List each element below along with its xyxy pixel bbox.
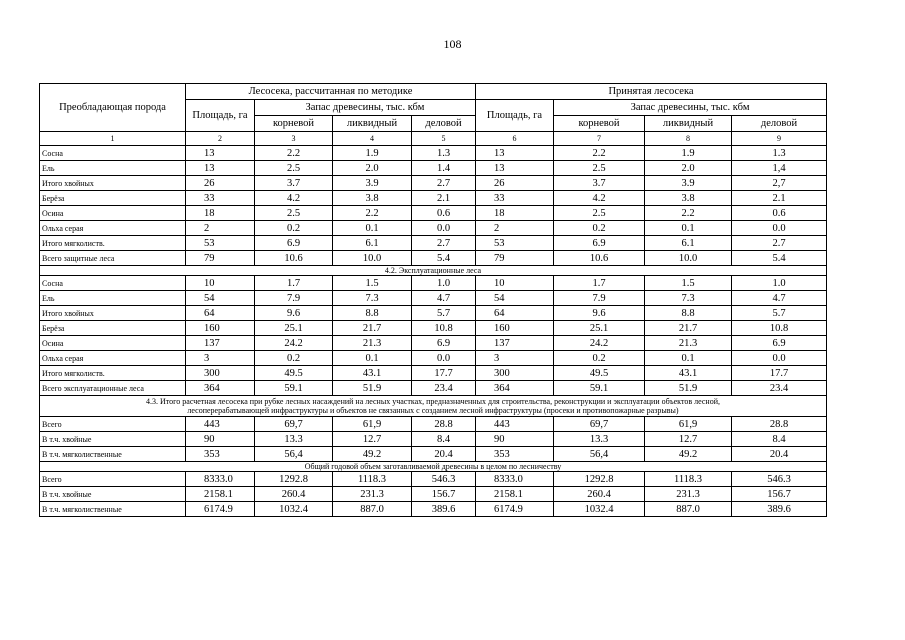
table-cell: 25.1 <box>554 321 645 336</box>
section-header-row <box>40 462 827 472</box>
table-row <box>40 336 827 351</box>
table-cell: 56,4 <box>255 447 333 462</box>
table-row <box>40 176 827 191</box>
row-label: Сосна <box>40 276 186 291</box>
table-cell: 1.5 <box>333 276 412 291</box>
table-cell: 69,7 <box>255 417 333 432</box>
table-cell: 137 <box>476 336 554 351</box>
table-cell: 1292.8 <box>554 472 645 487</box>
section-title <box>40 396 827 417</box>
table-cell: 13 <box>476 146 554 161</box>
table-cell: 260.4 <box>255 487 333 502</box>
row-label: Осина <box>40 206 186 221</box>
table-cell: 2,7 <box>732 176 827 191</box>
table-cell: 9.6 <box>554 306 645 321</box>
table-cell: 49.5 <box>554 366 645 381</box>
table-cell: 6.9 <box>255 236 333 251</box>
table-cell: 4.2 <box>255 191 333 206</box>
table-row <box>40 161 827 176</box>
table-cell: 20.4 <box>412 447 476 462</box>
table-cell: 0.2 <box>255 221 333 236</box>
table-cell: 1032.4 <box>255 502 333 517</box>
table-cell: 0.2 <box>554 351 645 366</box>
root-header: корневой <box>554 116 645 132</box>
table-row <box>40 206 827 221</box>
row-label: Ольха серая <box>40 351 186 366</box>
table-cell: 8333.0 <box>186 472 255 487</box>
table-cell: 2.7 <box>412 236 476 251</box>
table-cell: 1118.3 <box>645 472 732 487</box>
table-cell: 1.7 <box>255 276 333 291</box>
section-header-row <box>40 396 827 417</box>
table-cell: 887.0 <box>333 502 412 517</box>
table-cell: 4.7 <box>412 291 476 306</box>
table-cell: 353 <box>186 447 255 462</box>
table-cell: 887.0 <box>645 502 732 517</box>
table-cell: 3.7 <box>255 176 333 191</box>
table-cell: 6174.9 <box>186 502 255 517</box>
table-cell: 61,9 <box>333 417 412 432</box>
table-cell: 6.9 <box>412 336 476 351</box>
table-cell: 10.0 <box>333 251 412 266</box>
table-cell: 7.3 <box>333 291 412 306</box>
table-cell: 5.7 <box>732 306 827 321</box>
table-cell: 59.1 <box>255 381 333 396</box>
table-cell: 546.3 <box>412 472 476 487</box>
table-row <box>40 447 827 462</box>
table-cell: 231.3 <box>645 487 732 502</box>
table-cell: 1292.8 <box>255 472 333 487</box>
table-cell: 2.5 <box>554 161 645 176</box>
table-row <box>40 321 827 336</box>
commercial-header: деловой <box>732 116 827 132</box>
table-cell: 69,7 <box>554 417 645 432</box>
table-row <box>40 146 827 161</box>
table-cell: 59.1 <box>554 381 645 396</box>
table-row <box>40 432 827 447</box>
table-cell: 18 <box>476 206 554 221</box>
table-cell: 160 <box>186 321 255 336</box>
table-cell: 0.1 <box>645 221 732 236</box>
row-label: Всего <box>40 472 186 487</box>
table-cell: 49.5 <box>255 366 333 381</box>
row-label: Сосна <box>40 146 186 161</box>
column-number: 1 <box>40 132 186 146</box>
header-row-1 <box>40 84 827 100</box>
table-cell: 53 <box>476 236 554 251</box>
root-header: корневой <box>255 116 333 132</box>
table-cell: 26 <box>186 176 255 191</box>
page-number: 108 <box>443 37 462 51</box>
row-label: В т.ч. мягколиственные <box>40 502 186 517</box>
table-cell: 12.7 <box>333 432 412 447</box>
table-cell: 5.7 <box>412 306 476 321</box>
table-cell: 546.3 <box>732 472 827 487</box>
table-row <box>40 236 827 251</box>
table-cell: 3.9 <box>333 176 412 191</box>
row-label: В т.ч. хвойные <box>40 487 186 502</box>
table-row <box>40 251 827 266</box>
table-cell: 13 <box>186 161 255 176</box>
table-row <box>40 366 827 381</box>
table-cell: 7.3 <box>645 291 732 306</box>
table-cell: 9.6 <box>255 306 333 321</box>
table-cell: 0.0 <box>412 351 476 366</box>
table-cell: 2.2 <box>645 206 732 221</box>
column-number: 5 <box>412 132 476 146</box>
table-cell: 18 <box>186 206 255 221</box>
table-cell: 1.3 <box>412 146 476 161</box>
harvest-table <box>39 83 827 517</box>
commercial-header: деловой <box>412 116 476 132</box>
table-cell: 8.8 <box>333 306 412 321</box>
table-cell: 13 <box>476 161 554 176</box>
table-cell: 20.4 <box>732 447 827 462</box>
table-cell: 156.7 <box>412 487 476 502</box>
table-cell: 61,9 <box>645 417 732 432</box>
table-cell: 1.9 <box>333 146 412 161</box>
table-cell: 2.1 <box>732 191 827 206</box>
table-cell: 5.4 <box>412 251 476 266</box>
table-cell: 1.0 <box>732 276 827 291</box>
table-cell: 2.0 <box>333 161 412 176</box>
table-row <box>40 472 827 487</box>
table-cell: 2.5 <box>255 161 333 176</box>
table-cell: 3.7 <box>554 176 645 191</box>
section-header-row <box>40 266 827 276</box>
table-cell: 2.1 <box>412 191 476 206</box>
table-cell: 3.8 <box>333 191 412 206</box>
table-cell: 3 <box>186 351 255 366</box>
table-cell: 10 <box>476 276 554 291</box>
table-row <box>40 291 827 306</box>
table-cell: 2158.1 <box>476 487 554 502</box>
table-cell: 23.4 <box>412 381 476 396</box>
table-cell: 28.8 <box>732 417 827 432</box>
table-cell: 2.2 <box>333 206 412 221</box>
row-label: Осина <box>40 336 186 351</box>
table-cell: 51.9 <box>333 381 412 396</box>
table-cell: 2.5 <box>554 206 645 221</box>
table-cell: 0.2 <box>255 351 333 366</box>
row-label: В т.ч. мягколиственные <box>40 447 186 462</box>
table-cell: 1.9 <box>645 146 732 161</box>
row-label: Итого мягколиств. <box>40 366 186 381</box>
table-cell: 2 <box>186 221 255 236</box>
row-label: Берёза <box>40 191 186 206</box>
table-cell: 7.9 <box>255 291 333 306</box>
table-cell: 6.1 <box>645 236 732 251</box>
section-title-line: 4.3. Итого расчетная лесосека при рубке лесных насаждений на лесных участках, предназначенных для строительства, реконструкции и эксплуатации объектов лесной, <box>146 397 720 406</box>
table-cell: 51.9 <box>645 381 732 396</box>
row-label: Ольха серая <box>40 221 186 236</box>
table-cell: 6.9 <box>554 236 645 251</box>
table-cell: 10.6 <box>554 251 645 266</box>
table-cell: 160 <box>476 321 554 336</box>
table-cell: 13.3 <box>554 432 645 447</box>
table-cell: 17.7 <box>412 366 476 381</box>
table-cell: 353 <box>476 447 554 462</box>
row-label: В т.ч. хвойные <box>40 432 186 447</box>
table-row <box>40 306 827 321</box>
table-cell: 43.1 <box>645 366 732 381</box>
table-cell: 56,4 <box>554 447 645 462</box>
table-cell: 4.2 <box>554 191 645 206</box>
table-row <box>40 381 827 396</box>
table-cell: 300 <box>186 366 255 381</box>
row-label: Итого хвойных <box>40 306 186 321</box>
table-cell: 43.1 <box>333 366 412 381</box>
table-cell: 33 <box>186 191 255 206</box>
table-cell: 389.6 <box>412 502 476 517</box>
table-cell: 1.7 <box>554 276 645 291</box>
table-cell: 3.9 <box>645 176 732 191</box>
table-row <box>40 417 827 432</box>
table-cell: 1.0 <box>412 276 476 291</box>
table-cell: 6.1 <box>333 236 412 251</box>
table-cell: 443 <box>476 417 554 432</box>
table-cell: 0.1 <box>645 351 732 366</box>
table-cell: 21.7 <box>645 321 732 336</box>
table-cell: 6.9 <box>732 336 827 351</box>
row-label: Всего эксплуатационные леса <box>40 381 186 396</box>
table-cell: 79 <box>186 251 255 266</box>
section-title-line: лесоперерабатывающей инфраструктуры и объектов не связанных с созданием лесной инфраструктуры (просеки и противопожарные разрывы) <box>187 406 679 415</box>
section-title: 4.2. Эксплуатационные леса <box>40 266 827 276</box>
breed-header: Преобладающая порода <box>40 84 186 132</box>
row-label: Итого мягколиств. <box>40 236 186 251</box>
table-cell: 49.2 <box>333 447 412 462</box>
column-number: 3 <box>255 132 333 146</box>
table-cell: 0.1 <box>333 221 412 236</box>
table-cell: 2.7 <box>412 176 476 191</box>
table-cell: 389.6 <box>732 502 827 517</box>
table-cell: 1.4 <box>412 161 476 176</box>
table-cell: 12.7 <box>645 432 732 447</box>
table-row <box>40 351 827 366</box>
table-row <box>40 487 827 502</box>
area-header: Площадь, га <box>476 100 554 132</box>
table-cell: 90 <box>186 432 255 447</box>
row-label: Итого хвойных <box>40 176 186 191</box>
table-cell: 17.7 <box>732 366 827 381</box>
table-cell: 443 <box>186 417 255 432</box>
table-cell: 5.4 <box>732 251 827 266</box>
table-cell: 64 <box>476 306 554 321</box>
table-cell: 25.1 <box>255 321 333 336</box>
table-cell: 2.5 <box>255 206 333 221</box>
table-cell: 10.8 <box>732 321 827 336</box>
table-cell: 2.2 <box>255 146 333 161</box>
table-cell: 0.6 <box>732 206 827 221</box>
table-cell: 2.0 <box>645 161 732 176</box>
table-cell: 13.3 <box>255 432 333 447</box>
table-cell: 10 <box>186 276 255 291</box>
table-cell: 1032.4 <box>554 502 645 517</box>
liquid-header: ликвидный <box>333 116 412 132</box>
table-cell: 8.4 <box>732 432 827 447</box>
table-cell: 2 <box>476 221 554 236</box>
table-cell: 24.2 <box>554 336 645 351</box>
table-cell: 54 <box>476 291 554 306</box>
table-row <box>40 191 827 206</box>
table-cell: 0.0 <box>412 221 476 236</box>
table-cell: 1118.3 <box>333 472 412 487</box>
table-cell: 0.0 <box>732 351 827 366</box>
table-cell: 0.0 <box>732 221 827 236</box>
stock-header: Запас древесины, тыс. кбм <box>255 100 476 116</box>
liquid-header: ликвидный <box>645 116 732 132</box>
table-cell: 1.3 <box>732 146 827 161</box>
table-cell: 1,4 <box>732 161 827 176</box>
method-group-header: Лесосека, рассчитанная по методике <box>186 84 476 100</box>
table-cell: 21.7 <box>333 321 412 336</box>
table-cell: 2.7 <box>732 236 827 251</box>
accepted-group-header: Принятая лесосека <box>476 84 827 100</box>
table-cell: 54 <box>186 291 255 306</box>
column-number: 8 <box>645 132 732 146</box>
row-label: Ель <box>40 161 186 176</box>
table-cell: 300 <box>476 366 554 381</box>
table-row <box>40 221 827 236</box>
table-cell: 3.8 <box>645 191 732 206</box>
table-cell: 231.3 <box>333 487 412 502</box>
table-cell: 79 <box>476 251 554 266</box>
table-cell: 0.6 <box>412 206 476 221</box>
table-cell: 3 <box>476 351 554 366</box>
table-cell: 33 <box>476 191 554 206</box>
table-cell: 10.8 <box>412 321 476 336</box>
row-label: Ель <box>40 291 186 306</box>
column-numbers-row <box>40 132 827 146</box>
table-cell: 2.2 <box>554 146 645 161</box>
table-cell: 1.5 <box>645 276 732 291</box>
table-cell: 90 <box>476 432 554 447</box>
table-cell: 156.7 <box>732 487 827 502</box>
table-cell: 8333.0 <box>476 472 554 487</box>
table-cell: 6174.9 <box>476 502 554 517</box>
table-cell: 7.9 <box>554 291 645 306</box>
table-cell: 10.0 <box>645 251 732 266</box>
stock-header: Запас древесины, тыс. кбм <box>554 100 827 116</box>
column-number: 9 <box>732 132 827 146</box>
table-cell: 2158.1 <box>186 487 255 502</box>
table-cell: 8.8 <box>645 306 732 321</box>
table-cell: 364 <box>186 381 255 396</box>
table-cell: 260.4 <box>554 487 645 502</box>
table-cell: 8.4 <box>412 432 476 447</box>
table-cell: 13 <box>186 146 255 161</box>
table-cell: 137 <box>186 336 255 351</box>
row-label: Всего защитные леса <box>40 251 186 266</box>
table-cell: 364 <box>476 381 554 396</box>
table-cell: 28.8 <box>412 417 476 432</box>
column-number: 7 <box>554 132 645 146</box>
table-cell: 64 <box>186 306 255 321</box>
table-cell: 0.2 <box>554 221 645 236</box>
area-header: Площадь, га <box>186 100 255 132</box>
column-number: 2 <box>186 132 255 146</box>
table-cell: 4.7 <box>732 291 827 306</box>
column-number: 6 <box>476 132 554 146</box>
table-cell: 24.2 <box>255 336 333 351</box>
table-cell: 21.3 <box>645 336 732 351</box>
table-cell: 10.6 <box>255 251 333 266</box>
row-label: Берёза <box>40 321 186 336</box>
table-cell: 23.4 <box>732 381 827 396</box>
table-row <box>40 276 827 291</box>
table-row <box>40 502 827 517</box>
section-title: Общий годовой объем заготавливаемой древесины в целом по лесничеству <box>40 462 827 472</box>
column-number: 4 <box>333 132 412 146</box>
table-cell: 26 <box>476 176 554 191</box>
table-cell: 53 <box>186 236 255 251</box>
row-label: Всего <box>40 417 186 432</box>
table-cell: 21.3 <box>333 336 412 351</box>
table-cell: 49.2 <box>645 447 732 462</box>
table-cell: 0.1 <box>333 351 412 366</box>
